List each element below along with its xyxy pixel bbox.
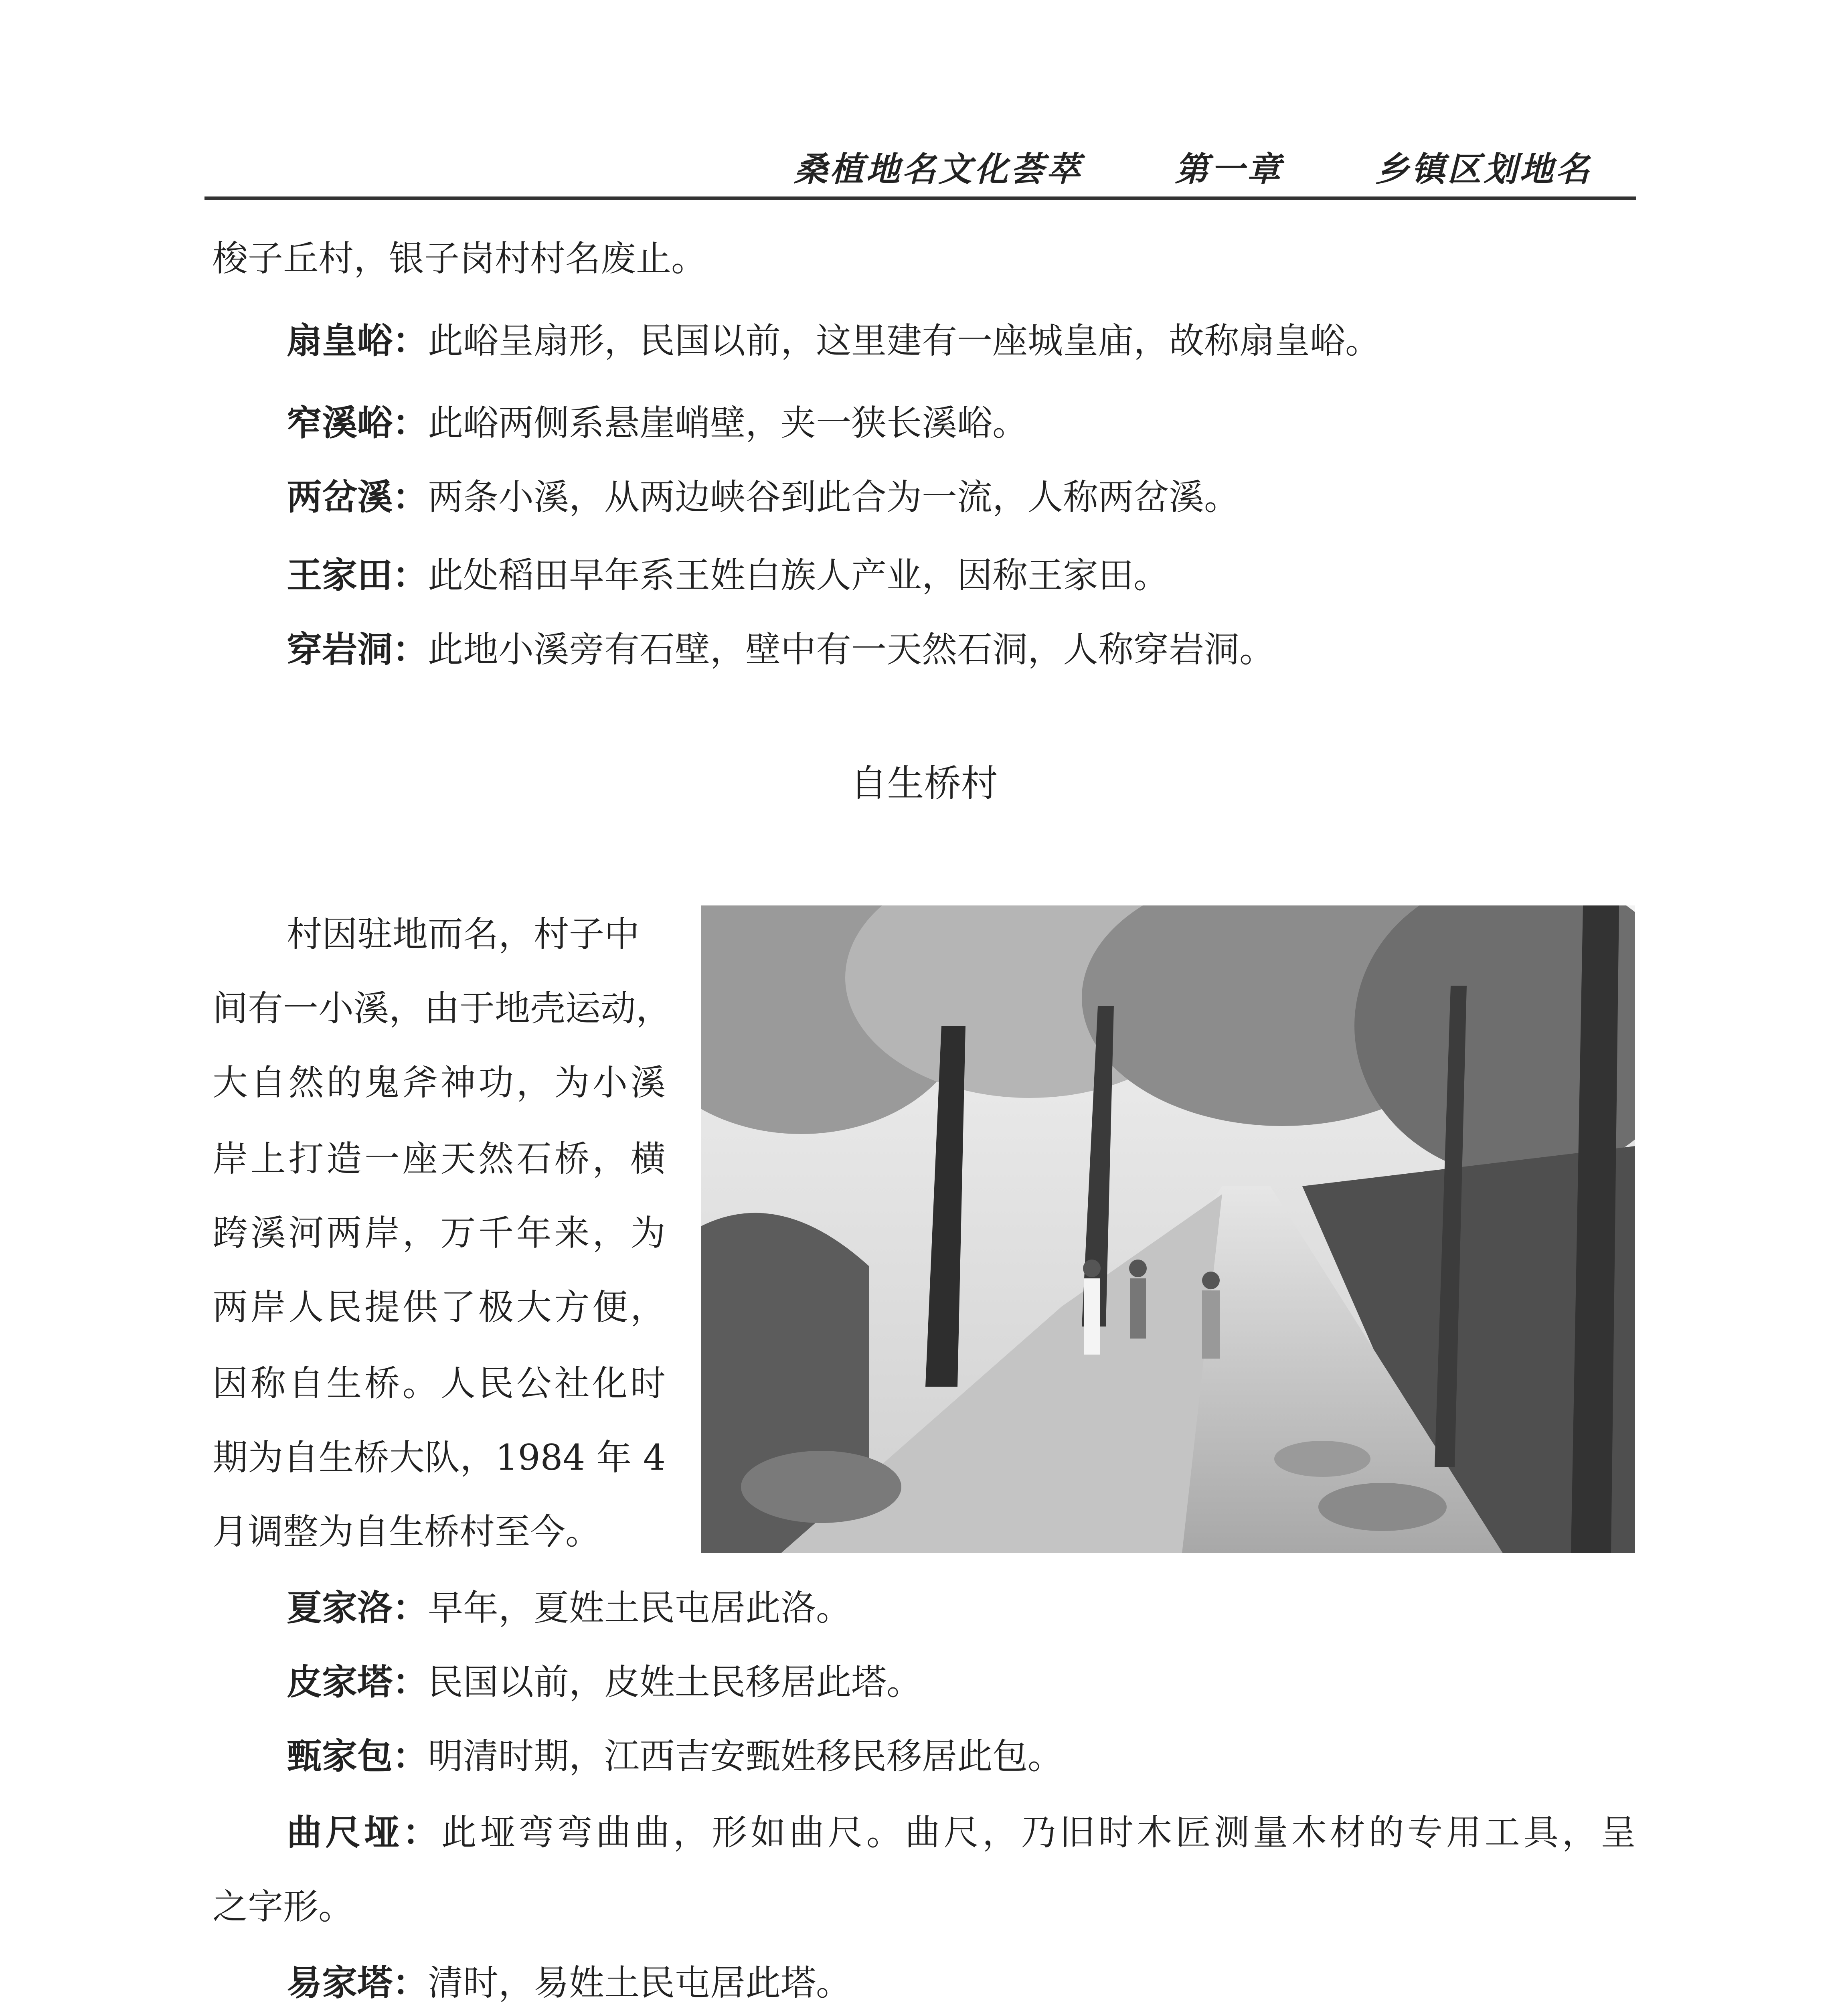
entry-line	[287, 1732, 1636, 1780]
entry-term: 王家田：	[287, 555, 428, 596]
entry-term: 穿岩洞：	[287, 629, 428, 670]
entry-line	[287, 626, 1636, 674]
village-road-photo	[701, 905, 1635, 1553]
entry-term: 皮家塔：	[287, 1661, 428, 1703]
intro-line: 月调整为自生桥村至今。	[213, 1511, 601, 1552]
entry-term: 扇皇峪：	[287, 320, 428, 361]
entry-text: 明清时期，江西吉安甄姓移民移居此包。	[428, 1736, 1063, 1777]
entry-term: 两岔溪：	[287, 476, 428, 518]
entry-line	[287, 473, 1636, 521]
entry-text: 此处稻田早年系王姓白族人产业，因称王家田。	[428, 555, 1169, 596]
entry-text: 此地小溪旁有石壁，壁中有一天然石洞，人称穿岩洞。	[428, 629, 1275, 670]
entry-line	[287, 551, 1636, 599]
section-title: 自生桥村	[850, 762, 998, 805]
text-line	[213, 1883, 1636, 1931]
intro-line: 跨溪河两岸，万千年来，为	[213, 1212, 666, 1254]
entry-term: 曲尺垭：	[287, 1812, 441, 1853]
intro-line: 期为自生桥大队，1984 年 4	[213, 1437, 666, 1478]
entry-line	[287, 1809, 1636, 1857]
intro-line: 间有一小溪，由于地壳运动，	[213, 988, 672, 1029]
entry-term: 甄家包：	[287, 1736, 428, 1777]
intro-line: 岸上打造一座天然石桥，横	[213, 1138, 666, 1179]
entry-text: 民国以前，皮姓土民移居此塔。	[428, 1661, 922, 1703]
entry-term: 窄溪峪：	[287, 402, 428, 444]
entry-line	[287, 1584, 1636, 1632]
header-items	[794, 142, 1592, 191]
entry-term: 夏家洛：	[287, 1587, 428, 1628]
entry-term: 易家塔：	[287, 1962, 428, 2003]
entry-text: 此峪呈扇形，民国以前，这里建有一座城皇庙，故称扇皇峪。	[428, 320, 1381, 361]
header-section: 乡镇区划地名	[1375, 150, 1592, 189]
intro-line: 大自然的鬼斧神功，为小溪	[213, 1062, 666, 1103]
entry-text: 早年，夏姓土民屯居此洛。	[428, 1587, 852, 1628]
header-chapter: 第一章	[1174, 150, 1283, 189]
entry-line	[287, 317, 1636, 365]
text-line	[213, 235, 1636, 283]
entry-line	[287, 399, 1636, 447]
intro-line: 村因驻地而名，村子中	[287, 913, 640, 955]
entry-line	[287, 1658, 1636, 1706]
line-text: 之字形。	[213, 1886, 354, 1927]
entry-text: 清时，易姓土民屯居此塔。	[428, 1962, 852, 2003]
entry-text: 此峪两侧系悬崖峭壁，夹一狭长溪峪。	[428, 402, 1028, 444]
entry-text: 两条小溪，从两边峡谷到此合为一流，人称两岔溪。	[428, 476, 1240, 518]
entry-text: 此垭弯弯曲曲，形如曲尺。曲尺，乃旧时木匠测量木材的专用工具，呈	[441, 1812, 1636, 1853]
header-book-title: 桑植地名文化荟萃	[793, 150, 1083, 189]
line-text: 梭子丘村，银子岗村村名废止。	[213, 238, 707, 279]
entry-line	[287, 1959, 1636, 2005]
intro-line: 两岸人民提供了极大方便，	[213, 1286, 666, 1328]
intro-line: 因称自生桥。人民公社化时	[213, 1363, 666, 1404]
running-header	[204, 132, 1636, 200]
